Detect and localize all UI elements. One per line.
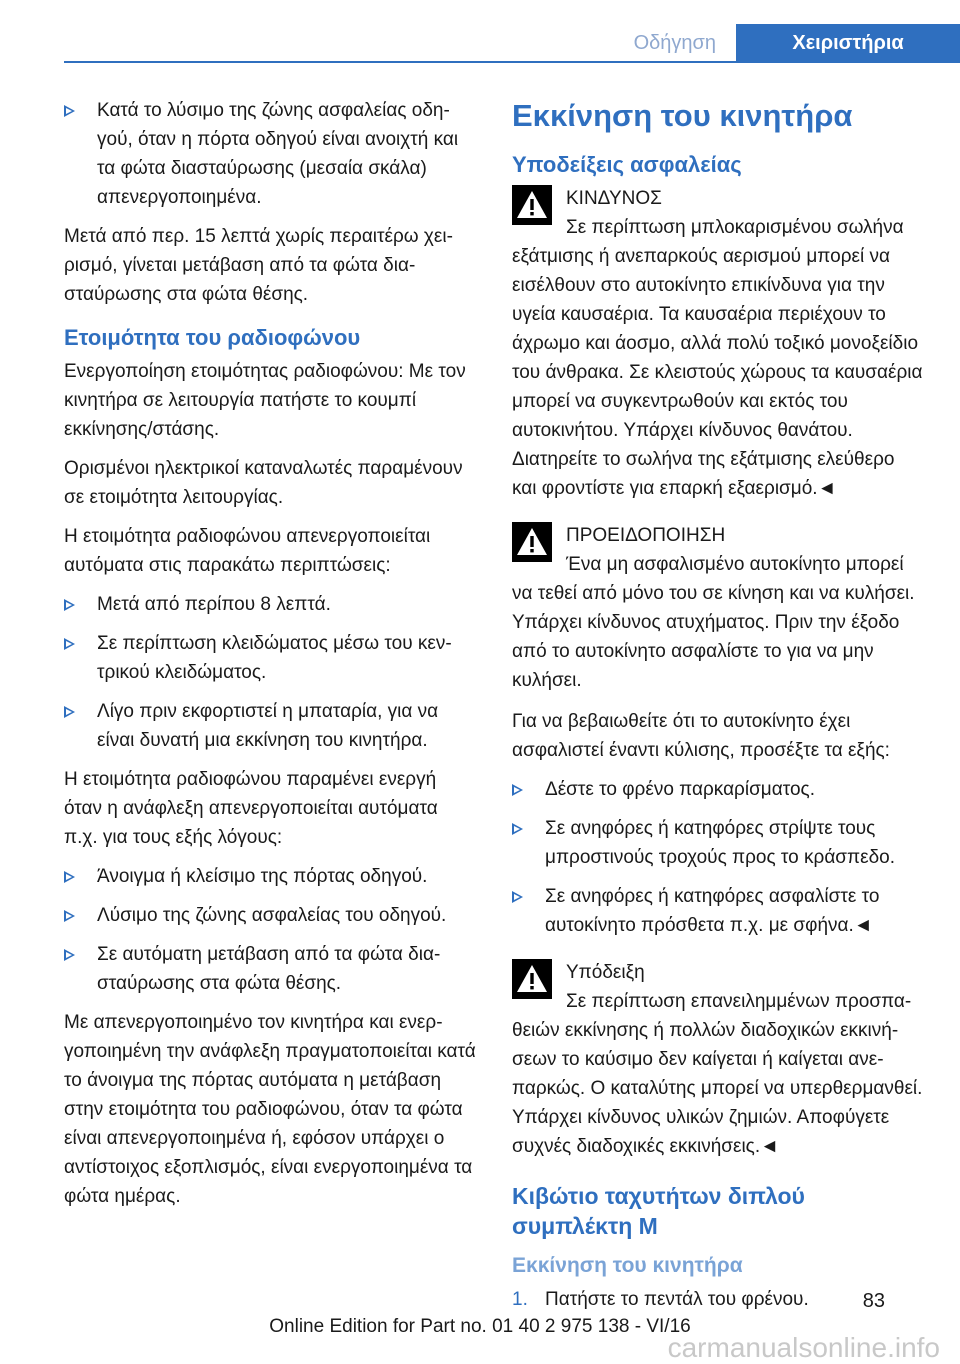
- list-item: Σε ανηφόρες ή κατηφόρες ασφαλίστε το αυτοκίνητο πρόσθετα π.χ. με σφήνα.◄: [512, 882, 924, 940]
- paragraph: Η ετοιμότητα ραδιοφώνου παραμένει ενεργή όταν η ανάφλεξη απενεργοποιείται αυτόματα π.χ. για τους εξής λόγους:: [64, 769, 438, 848]
- warning-icon: [512, 522, 552, 562]
- triangle-bullet-icon: [512, 823, 523, 835]
- watermark: carmanualsonline.info: [667, 1332, 940, 1363]
- triangle-bullet-icon: [64, 706, 75, 718]
- paragraph: Με απενεργοποιημένο τον κινητήρα και ενεργοποιημένη την ανάφλεξη πραγματοποιείται κατά το άνοιγμα της πόρτας αυτόματα η μετάβαση στην ετοιμότητα του ραδιοφώνου, όταν τα φώτα είναι απενεργοποιημένα ή, εφόσον υπάρχει ο αντίστοιχος εξοπλισμός, είναι ενεργοποιημένα τα φώτα ημέρας.: [64, 1012, 476, 1207]
- notice-text: Ένα μη ασφαλισμένο αυτοκίνητο μπορεί να τεθεί από μόνο του σε κίνηση και να κυλήσει. Υπάρχει κίνδυνος ατυχήματος. Πριν την έξοδο από το αυτοκίνητο ασφαλίστε το για να μην κυλήσει.: [512, 554, 915, 691]
- tab-controls[interactable]: Χειριστήρια: [736, 24, 960, 62]
- triangle-bullet-icon: [64, 105, 75, 117]
- list-item: Σε ανηφόρες ή κατηφόρες στρίψτε τους μπροστινούς τροχούς προς το κράσπεδο.: [512, 814, 924, 872]
- notice-title: ΚΙΝΔΥΝΟΣ: [566, 188, 662, 209]
- list-item: Λύσιμο της ζώνης ασφαλείας του οδηγού.: [64, 901, 476, 930]
- notice-text: Σε περίπτωση επανειλημμένων προσπαθειών εκκίνησης ή πολλών διαδοχικών εκκινήσεων το καύσιμο δεν καίγεται ή καίγεται ανεπαρκώς. Ο καταλύτης μπορεί να υπερθερμανθεί. Υπάρχει κίνδυνος υλικών ζημιών. Αποφύγετε συχνές διαδοχικές εκκινήσεις.◄: [512, 991, 923, 1157]
- triangle-bullet-icon: [64, 638, 75, 650]
- section-heading-safety: Υποδείξεις ασφαλείας: [512, 152, 742, 177]
- hint-notice: [512, 958, 924, 1161]
- list-item: 1. Πατήστε το πεντάλ του φρένου.: [512, 1289, 809, 1310]
- warning-notice: [512, 521, 924, 695]
- triangle-bullet-icon: [64, 910, 75, 922]
- page-title: Εκκίνηση του κινητήρα: [512, 98, 853, 133]
- paragraph: Ορισμένοι ηλεκτρικοί καταναλωτές παραμένουν σε ετοιμότητα λειτουργίας.: [64, 458, 463, 508]
- tab-driving[interactable]: Οδήγηση: [633, 31, 716, 54]
- list-item: Λίγο πριν εκφορτιστεί η μπαταρία, για να είναι δυνατή μια εκκίνηση του κινητήρα.: [64, 697, 476, 755]
- paragraph: Μετά από περ. 15 λεπτά χωρίς περαιτέρω χειρισμό, γίνεται μετάβαση από τα φώτα διασταύρωσης στα φώτα θέσης.: [64, 226, 453, 305]
- list-item: Δέστε το φρένο παρκαρίσματος.: [512, 775, 924, 804]
- subsection-heading-start: Εκκίνηση του κινητήρα: [512, 1254, 743, 1277]
- notice-text: Σε περίπτωση μπλοκαρισμένου σωλήνα εξάτμισης ή ανεπαρκούς αερισμού μπορεί να εισέλθουν στο αυτοκίνητο επικίνδυνα για την υγεία καυσαέρια. Τα καυσαέρια περιέχουν το άχρωμο και άοσμο, αλλά πολύ τοξικό μονοξείδιο του άνθρακα. Σε κλειστούς χώρους τα καυσαέρια μπορεί να συγκεντρωθούν και εκτός του αυτοκινήτου. Υπάρχει κίνδυνος θανάτου. Διατηρείτε το σωλήνα της εξάτμισης ελεύθερο και φροντίστε για επαρκή εξαερισμό.◄: [512, 217, 923, 499]
- danger-notice: [512, 184, 924, 503]
- warning-icon: [512, 185, 552, 225]
- list-item: Άνοιγμα ή κλείσιμο της πόρτας οδηγού.: [64, 862, 476, 891]
- notice-title: ΠΡΟΕΙΔΟΠΟΙΗΣΗ: [566, 525, 726, 546]
- paragraph: Ενεργοποίηση ετοιμότητας ραδιοφώνου: Με τον κινητήρα σε λειτουργία πατήστε το κουμπί εκκίνησης/στάσης.: [64, 361, 466, 440]
- list-item: Σε περίπτωση κλειδώματος μέσω του κεντρικού κλειδώματος.: [64, 629, 476, 687]
- section-heading-gearbox: Κιβώτιο ταχυτήτων διπλού συμπλέκτη M: [512, 1183, 805, 1239]
- edition-footer: Online Edition for Part no. 01 40 2 975 138 - VI/16: [269, 1316, 691, 1337]
- triangle-bullet-icon: [512, 784, 523, 796]
- notice-title: Υπόδειξη: [566, 962, 645, 983]
- header-rule: [64, 61, 960, 63]
- right-column: [512, 96, 924, 1324]
- triangle-bullet-icon: [64, 871, 75, 883]
- triangle-bullet-icon: [64, 599, 75, 611]
- triangle-bullet-icon: [64, 949, 75, 961]
- triangle-bullet-icon: [512, 891, 523, 903]
- warning-icon: [512, 959, 552, 999]
- left-column: [64, 96, 476, 1221]
- page-number: 83: [862, 1290, 885, 1312]
- paragraph: Για να βεβαιωθείτε ότι το αυτοκίνητο έχει ασφαλιστεί έναντι κύλισης, προσέξτε τα εξής:: [512, 711, 890, 761]
- list-item: Σε αυτόματη μετάβαση από τα φώτα διασταύρωσης στα φώτα θέσης.: [64, 940, 476, 998]
- list-item: Κατά το λύσιμο της ζώνης ασφαλείας οδηγού, όταν η πόρτα οδηγού είναι ανοιχτή και τα φώτα διασταύρωσης (μεσαία σκάλα) απενεργοποιημένα.: [64, 96, 476, 212]
- page-header: [608, 24, 960, 62]
- list-item: Μετά από περίπου 8 λεπτά.: [64, 590, 476, 619]
- section-heading-radio: Ετοιμότητα του ραδιοφώνου: [64, 325, 361, 350]
- paragraph: Η ετοιμότητα ραδιοφώνου απενεργοποιείται αυτόματα στις παρακάτω περιπτώσεις:: [64, 526, 431, 576]
